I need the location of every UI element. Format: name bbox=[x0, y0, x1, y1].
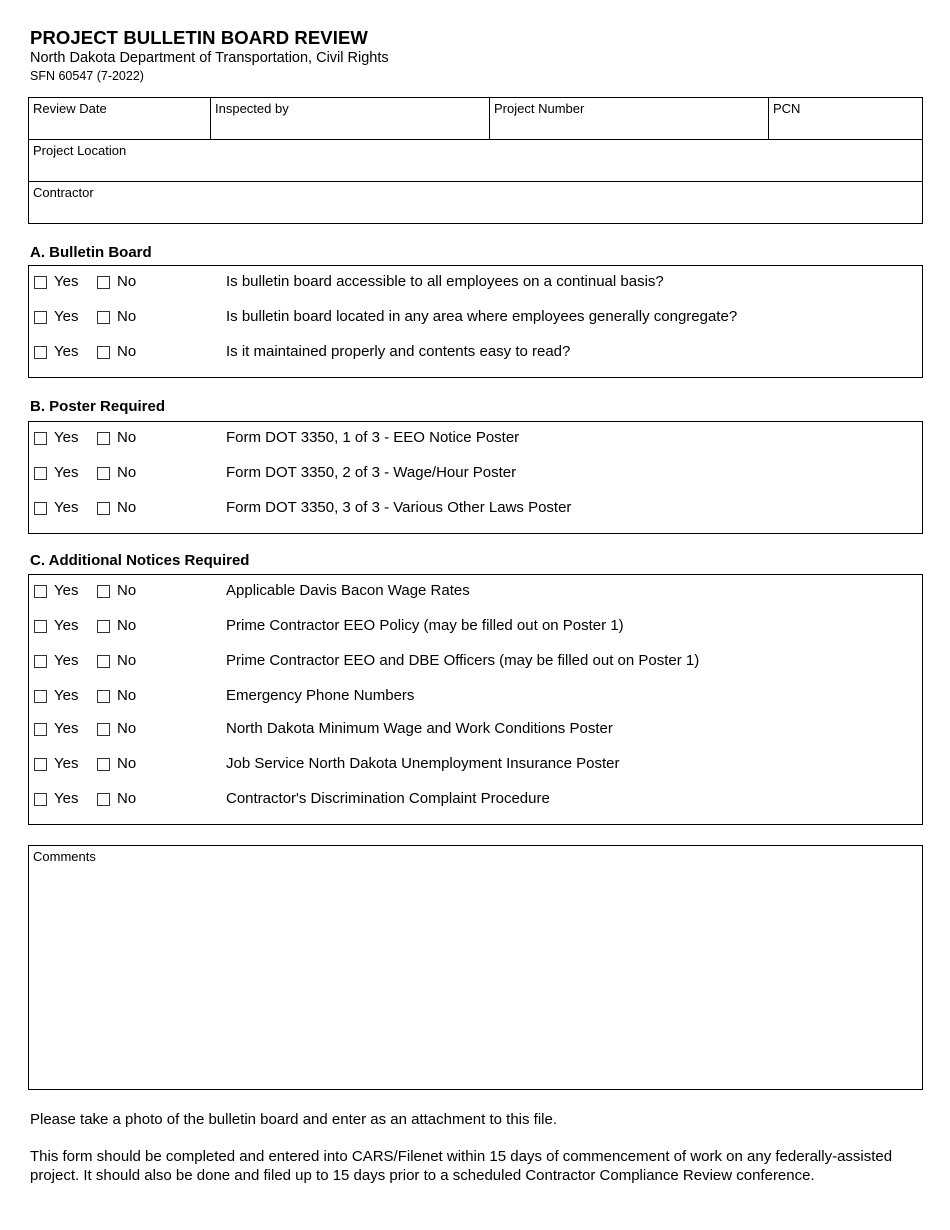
question-text: Is it maintained properly and contents easy to read? bbox=[226, 343, 571, 360]
yes-label: Yes bbox=[54, 343, 79, 360]
question-text: Prime Contractor EEO Policy (may be filled out on Poster 1) bbox=[226, 617, 624, 634]
contractor-label: Contractor bbox=[33, 185, 94, 200]
yes-checkbox[interactable] bbox=[34, 467, 47, 480]
question-row bbox=[29, 687, 922, 709]
no-label: No bbox=[117, 429, 137, 446]
no-label: No bbox=[117, 273, 137, 290]
project-location-input[interactable] bbox=[33, 161, 918, 179]
no-checkbox[interactable] bbox=[97, 723, 110, 736]
question-row bbox=[29, 499, 922, 521]
review-date-input[interactable] bbox=[33, 119, 206, 137]
no-label: No bbox=[117, 687, 137, 704]
yes-label: Yes bbox=[54, 464, 79, 481]
yes-label: Yes bbox=[54, 720, 79, 737]
yes-label: Yes bbox=[54, 755, 79, 772]
contractor-input[interactable] bbox=[33, 203, 918, 221]
yes-label: Yes bbox=[54, 790, 79, 807]
question-row bbox=[29, 273, 922, 295]
question-text: Form DOT 3350, 1 of 3 - EEO Notice Poster bbox=[226, 429, 520, 446]
no-label: No bbox=[117, 652, 137, 669]
question-text: North Dakota Minimum Wage and Work Conditions Poster bbox=[226, 720, 613, 737]
question-row bbox=[29, 790, 922, 812]
comments-label: Comments bbox=[33, 849, 96, 864]
comments-textarea[interactable] bbox=[33, 870, 918, 1085]
yes-checkbox[interactable] bbox=[34, 758, 47, 771]
yes-label: Yes bbox=[54, 582, 79, 599]
inspected-by-input[interactable] bbox=[215, 119, 486, 137]
question-text: Form DOT 3350, 3 of 3 - Various Other Laws Poster bbox=[226, 499, 572, 516]
section-a-box bbox=[28, 265, 923, 378]
no-label: No bbox=[117, 755, 137, 772]
yes-checkbox[interactable] bbox=[34, 346, 47, 359]
form-number: SFN 60547 (7-2022) bbox=[30, 69, 144, 83]
question-row bbox=[29, 582, 922, 604]
project-number-field[interactable] bbox=[489, 97, 770, 140]
question-row bbox=[29, 429, 922, 451]
yes-checkbox[interactable] bbox=[34, 655, 47, 668]
no-checkbox[interactable] bbox=[97, 311, 110, 324]
question-text: Job Service North Dakota Unemployment Insurance Poster bbox=[226, 755, 620, 772]
no-checkbox[interactable] bbox=[97, 502, 110, 515]
yes-label: Yes bbox=[54, 687, 79, 704]
no-label: No bbox=[117, 790, 137, 807]
yes-label: Yes bbox=[54, 617, 79, 634]
photo-instruction: Please take a photo of the bulletin board and enter as an attachment to this file. bbox=[30, 1111, 558, 1128]
yes-label: Yes bbox=[54, 499, 79, 516]
no-label: No bbox=[117, 617, 137, 634]
yes-label: Yes bbox=[54, 308, 79, 325]
pcn-input[interactable] bbox=[773, 119, 918, 137]
no-checkbox[interactable] bbox=[97, 690, 110, 703]
completion-instruction: This form should be completed and entered into CARS/Filenet within 15 days of commencement of work on any federally-assisted project. It should also be done and filed up to 15 days prior to a scheduled Contractor Compliance Review conference. bbox=[30, 1148, 893, 1184]
no-checkbox[interactable] bbox=[97, 655, 110, 668]
no-checkbox[interactable] bbox=[97, 758, 110, 771]
question-text: Emergency Phone Numbers bbox=[226, 687, 415, 704]
no-label: No bbox=[117, 582, 137, 599]
yes-checkbox[interactable] bbox=[34, 585, 47, 598]
yes-checkbox[interactable] bbox=[34, 432, 47, 445]
project-location-label: Project Location bbox=[33, 143, 127, 158]
review-date-label: Review Date bbox=[33, 101, 107, 116]
question-row bbox=[29, 720, 922, 742]
no-checkbox[interactable] bbox=[97, 793, 110, 806]
question-text: Applicable Davis Bacon Wage Rates bbox=[226, 582, 470, 599]
pcn-field[interactable] bbox=[768, 97, 923, 140]
yes-checkbox[interactable] bbox=[34, 502, 47, 515]
section-c-box bbox=[28, 574, 923, 825]
question-row bbox=[29, 617, 922, 639]
no-label: No bbox=[117, 720, 137, 737]
section-b-title: B. Poster Required bbox=[30, 398, 166, 415]
pcn-label: PCN bbox=[773, 101, 801, 116]
section-c-title: C. Additional Notices Required bbox=[30, 552, 250, 569]
yes-checkbox[interactable] bbox=[34, 276, 47, 289]
yes-checkbox[interactable] bbox=[34, 723, 47, 736]
question-row bbox=[29, 308, 922, 330]
no-checkbox[interactable] bbox=[97, 467, 110, 480]
inspected-by-field[interactable] bbox=[210, 97, 491, 140]
no-label: No bbox=[117, 343, 137, 360]
no-checkbox[interactable] bbox=[97, 620, 110, 633]
yes-checkbox[interactable] bbox=[34, 793, 47, 806]
section-b-box bbox=[28, 421, 923, 534]
question-text: Is bulletin board accessible to all employees on a continual basis? bbox=[226, 273, 664, 290]
no-label: No bbox=[117, 499, 137, 516]
yes-checkbox[interactable] bbox=[34, 311, 47, 324]
question-row bbox=[29, 343, 922, 365]
project-number-input[interactable] bbox=[494, 119, 765, 137]
no-label: No bbox=[117, 308, 137, 325]
section-a-title: A. Bulletin Board bbox=[30, 244, 152, 261]
inspected-by-label: Inspected by bbox=[215, 101, 289, 116]
question-row bbox=[29, 652, 922, 674]
question-text: Form DOT 3350, 2 of 3 - Wage/Hour Poster bbox=[226, 464, 517, 481]
question-row bbox=[29, 755, 922, 777]
comments-field[interactable] bbox=[28, 845, 923, 1090]
form-subtitle: North Dakota Department of Transportation, Civil Rights bbox=[30, 50, 389, 66]
yes-label: Yes bbox=[54, 429, 79, 446]
project-location-field[interactable] bbox=[28, 139, 923, 182]
yes-label: Yes bbox=[54, 652, 79, 669]
no-checkbox[interactable] bbox=[97, 346, 110, 359]
yes-label: Yes bbox=[54, 273, 79, 290]
review-date-field[interactable] bbox=[28, 97, 211, 140]
contractor-field[interactable] bbox=[28, 181, 923, 224]
yes-checkbox[interactable] bbox=[34, 620, 47, 633]
no-checkbox[interactable] bbox=[97, 432, 110, 445]
no-label: No bbox=[117, 464, 137, 481]
no-checkbox[interactable] bbox=[97, 276, 110, 289]
question-text: Is bulletin board located in any area where employees generally congregate? bbox=[226, 308, 738, 325]
yes-checkbox[interactable] bbox=[34, 690, 47, 703]
question-text: Contractor's Discrimination Complaint Procedure bbox=[226, 790, 550, 807]
no-checkbox[interactable] bbox=[97, 585, 110, 598]
form-title: PROJECT BULLETIN BOARD REVIEW bbox=[30, 27, 368, 48]
question-text: Prime Contractor EEO and DBE Officers (may be filled out on Poster 1) bbox=[226, 652, 700, 669]
question-row bbox=[29, 464, 922, 486]
project-number-label: Project Number bbox=[494, 101, 585, 116]
